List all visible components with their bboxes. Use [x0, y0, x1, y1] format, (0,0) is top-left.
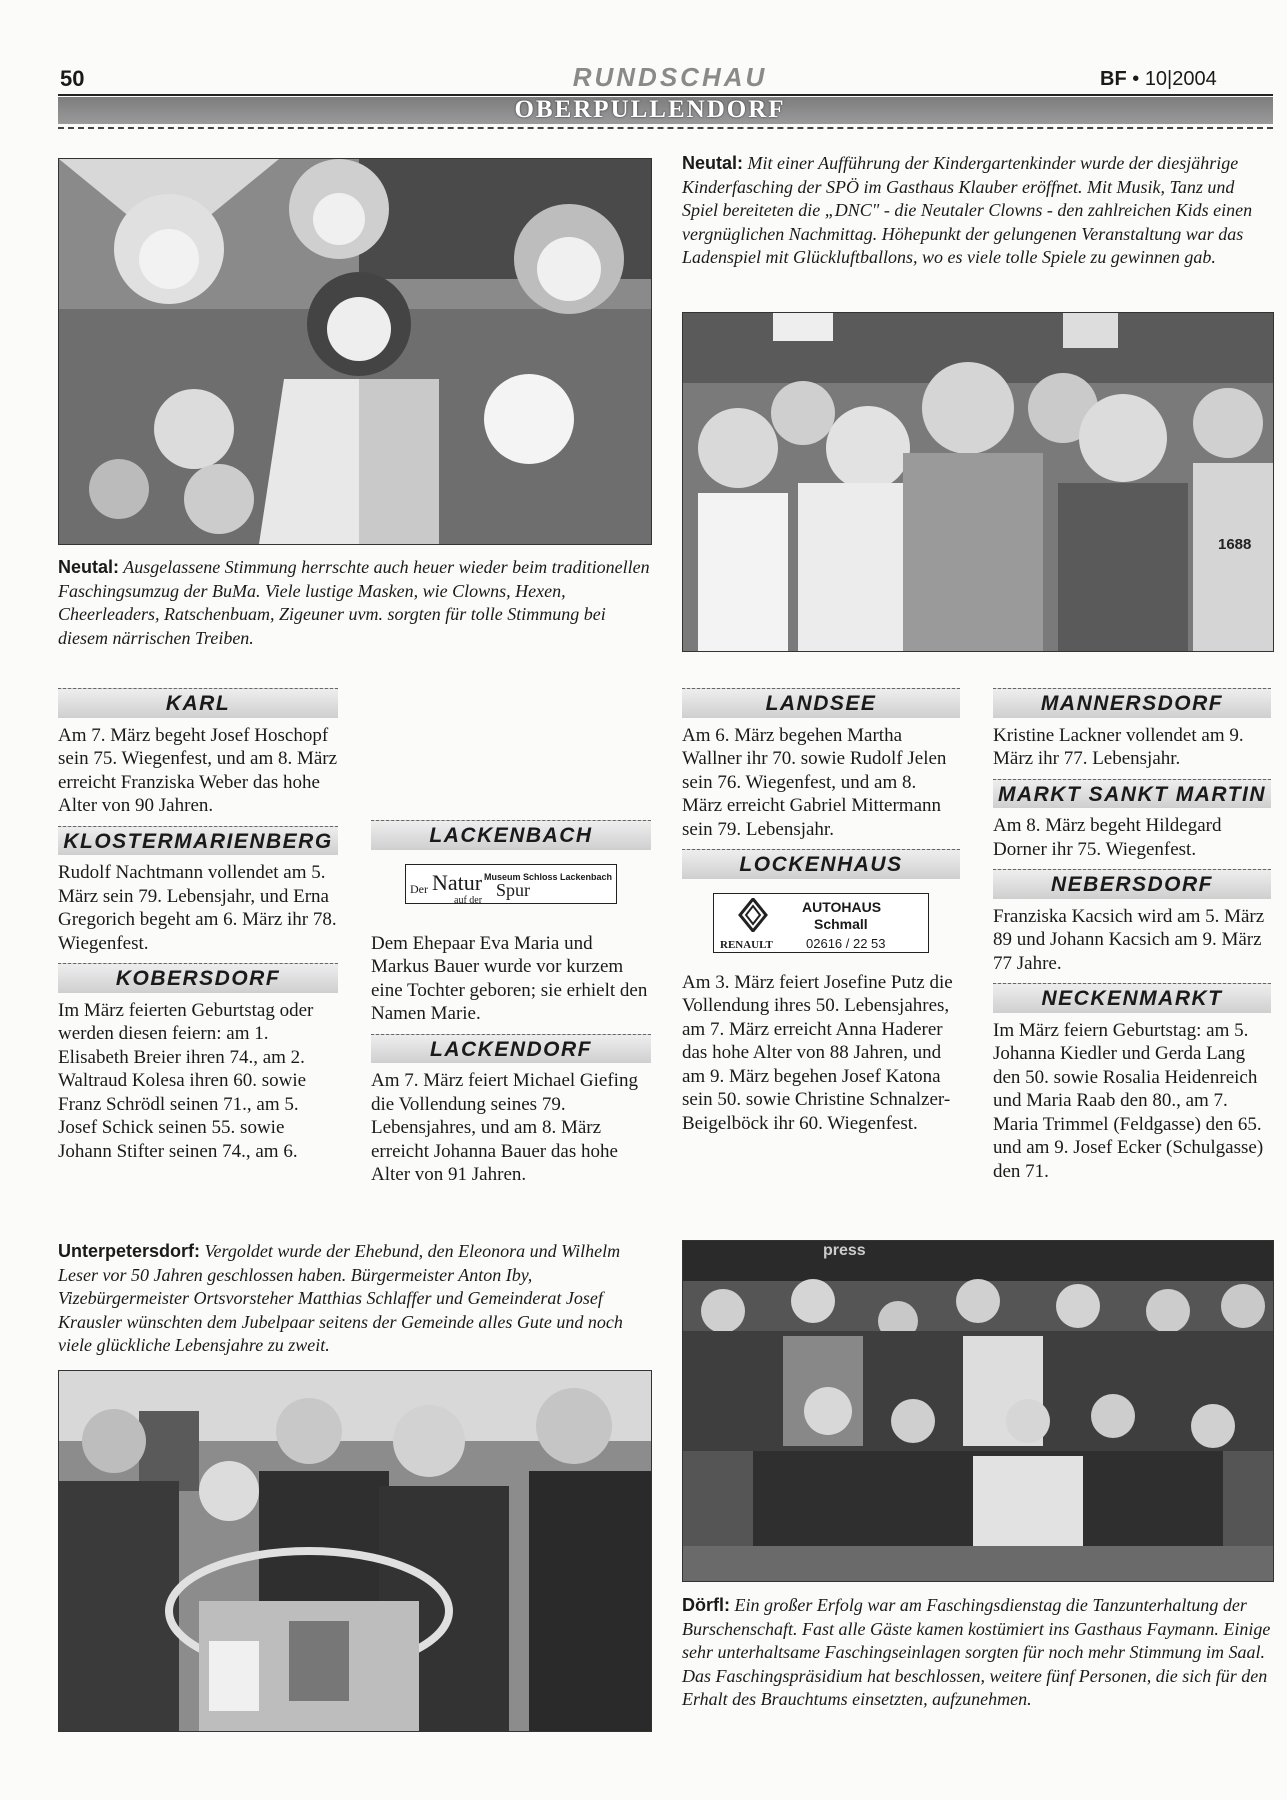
text-lockenhaus: Am 3. März feiert Josefine Putz die Vollendung ihres 50. Lebensjahres, am 7. März erreicht Anna Haderer das hohe Alter von 88 Jahren, und am 9. März begehen Josef Katona sein 50. sowie Christine Schnalzer-Beigelböck ihr 60. Wiegenfest.	[682, 971, 953, 1134]
heading-nebersdorf: NEBERSDORF	[993, 869, 1271, 899]
doerfl-photo	[682, 1240, 1274, 1582]
heading-mannersdorf: MANNERSDORF	[993, 688, 1271, 718]
autohaus-brand: RENAULT	[720, 938, 773, 951]
heading-landsee: LANDSEE	[682, 688, 960, 718]
museum-ad-spur: Spur	[496, 879, 531, 900]
autohaus-ad	[713, 893, 929, 953]
museum-ad-der: Der	[410, 881, 428, 896]
page-number: 50	[60, 66, 85, 91]
museum-ad-natur: Natur	[432, 869, 483, 895]
heading-karl: KARL	[58, 688, 338, 718]
text-nebersdorf: Franziska Kacsich wird am 5. März 89 und Johann Kacsich am 9. März 77 Jahre.	[993, 905, 1265, 974]
text-landsee: Am 6. März begehen Martha Wallner ihr 70. sowie Rudolf Jelen sein 76. Wiegenfest, und am 8. März erreicht Gabriel Mittermann sein 79. Lebensjahr.	[682, 724, 947, 840]
text-klostermarienberg: Rudolf Nachtmann vollendet am 5. März sein 79. Lebensjahr, und Erna Gregorich begeht am 6. März ihr 78. Wiegenfest.	[58, 862, 337, 954]
neutal-kids-caption: Neutal: Mit einer Aufführung der Kindergartenkinder wurde der diesjährige Kinderfasching der SPÖ im Gasthaus Klauber eröffnet. Mit Musik, Tanz und Spiel bereiteten die „DNC" - die Neutaler Clowns - den zahlreichen Kids einen vergnüglichen Nachmittag. Höhepunkt der gelungenen Veranstaltung war das Ladenspiel mit Glückluftballons, wo es viele tolle Spiele zu gewinnen gab.	[682, 153, 1253, 267]
section-title: OBERPULLENDORF	[514, 96, 786, 123]
column-2	[371, 680, 651, 1187]
unterpetersdorf-caption: Unterpetersdorf: Vergoldet wurde der Ehebund, den Eleonora und Wilhelm Leser vor 50 Jahren geschlossen haben. Bürgermeister Anton Iby, Vizebürgermeister Ortsvorsteher Matthias Schlaffer und Gemeinderat Josef Krausler wünschten dem Jubelpaar seitens der Gemeinde alles Gute und noch viele glückliche Lebensjahre zu zweit.	[58, 1241, 623, 1355]
renault-logo-icon	[738, 898, 768, 932]
museum-ad-top: Museum Schloss Lackenbach	[483, 871, 612, 882]
banner-fragment-text: press	[823, 1242, 866, 1259]
museum-ad-aufder: auf der	[454, 894, 483, 906]
text-kobersdorf: Im März feierten Geburtstag oder werden diesen feiern: am 1. Elisabeth Breier ihren 74., am 2. Waltraud Kolesa ihren 60. sowie Franz Schrödl seinen 71., am 5. Josef Schick seinen 55. sowie Johann Stifter seinen 74., am 6.	[58, 999, 314, 1162]
section-divider	[58, 127, 1273, 129]
heading-lackendorf: LACKENDORF	[371, 1034, 651, 1064]
text-neckenmarkt: Im März feiern Geburtstag: am 5. Johanna Kiedler und Gerda Lang den 50. sowie Rosalia Heidenreich und Maria Raab den 80., am 7. Maria Trimmel (Feldgasse) den 65. und am 9. Josef Ecker (Schulgasse) den 71.	[993, 1019, 1264, 1182]
column-4	[993, 680, 1271, 1183]
heading-kobersdorf: KOBERSDORF	[58, 963, 338, 993]
doerfl-caption: Dörfl: Ein großer Erfolg war am Faschingsdienstag die Tanzunterhaltung der Burschenschaft. Fast alle Gäste kamen kostümiert ins Gasthaus Faymann. Einige sehr unterhaltsame Faschingseinlagen sorgten für noch mehr Stimmung im Saal. Das Faschingspräsidium hat beschlossen, weitere fünf Personen, die sich für den Erhalt des Brauchtums einsetzten, aufzunehmen.	[682, 1595, 1271, 1709]
text-karl: Am 7. März begeht Josef Hoschopf sein 75. Wiegenfest, und am 8. März erreicht Franziska Weber das hohe Alter von 90 Jahren.	[58, 724, 338, 816]
text-lackenbach: Dem Ehepaar Eva Maria und Markus Bauer wurde vor kurzem eine Tochter geboren; sie erhielt den Namen Marie.	[371, 932, 648, 1024]
golden-wedding-photo	[58, 1370, 652, 1732]
museum-ad	[405, 864, 617, 904]
heading-klostermarienberg: KLOSTERMARIENBERG	[58, 826, 338, 856]
issue-label: BF • 10|2004	[1100, 68, 1217, 90]
heading-lackenbach: LACKENBACH	[371, 820, 651, 850]
autohaus-title: AUTOHAUS	[802, 898, 882, 915]
heading-markt-sankt-martin: MARKT SANKT MARTIN	[993, 779, 1271, 809]
autohaus-phone: 02616 / 22 53	[806, 935, 886, 951]
heading-lockenhaus: LOCKENHAUS	[682, 849, 960, 879]
neutal-clowns-caption: Neutal: Ausgelassene Stimmung herrschte auch heuer wieder beim traditionellen Faschingsumzug der BuMa. Viele lustige Masken, wie Clowns, Hexen, Cheerleaders, Ratschenbuam, Zigeuner uvm. sorgten für tolle Stimmung bei diesem närrischen Treiben.	[58, 557, 650, 648]
kid-number-text: 1688	[1218, 536, 1252, 553]
column-1	[58, 680, 338, 1163]
text-mannersdorf: Kristine Lackner vollendet am 9. März ihr 77. Lebensjahr.	[993, 724, 1244, 769]
heading-neckenmarkt: NECKENMARKT	[993, 983, 1271, 1013]
text-lackendorf: Am 7. März feiert Michael Giefing die Vollendung seines 79. Lebensjahres, und am 8. März erreicht Johanna Bauer das hohe Alter von 91 Jahren.	[371, 1070, 638, 1185]
autohaus-name: Schmall	[814, 915, 868, 932]
clowns-photo	[58, 158, 652, 545]
publication-title: RUNDSCHAU	[572, 62, 768, 92]
text-markt-sankt-martin: Am 8. März begeht Hildegard Dorner ihr 75. Wiegenfest.	[993, 815, 1222, 860]
kids-photo	[682, 312, 1274, 652]
column-3	[682, 680, 960, 1135]
